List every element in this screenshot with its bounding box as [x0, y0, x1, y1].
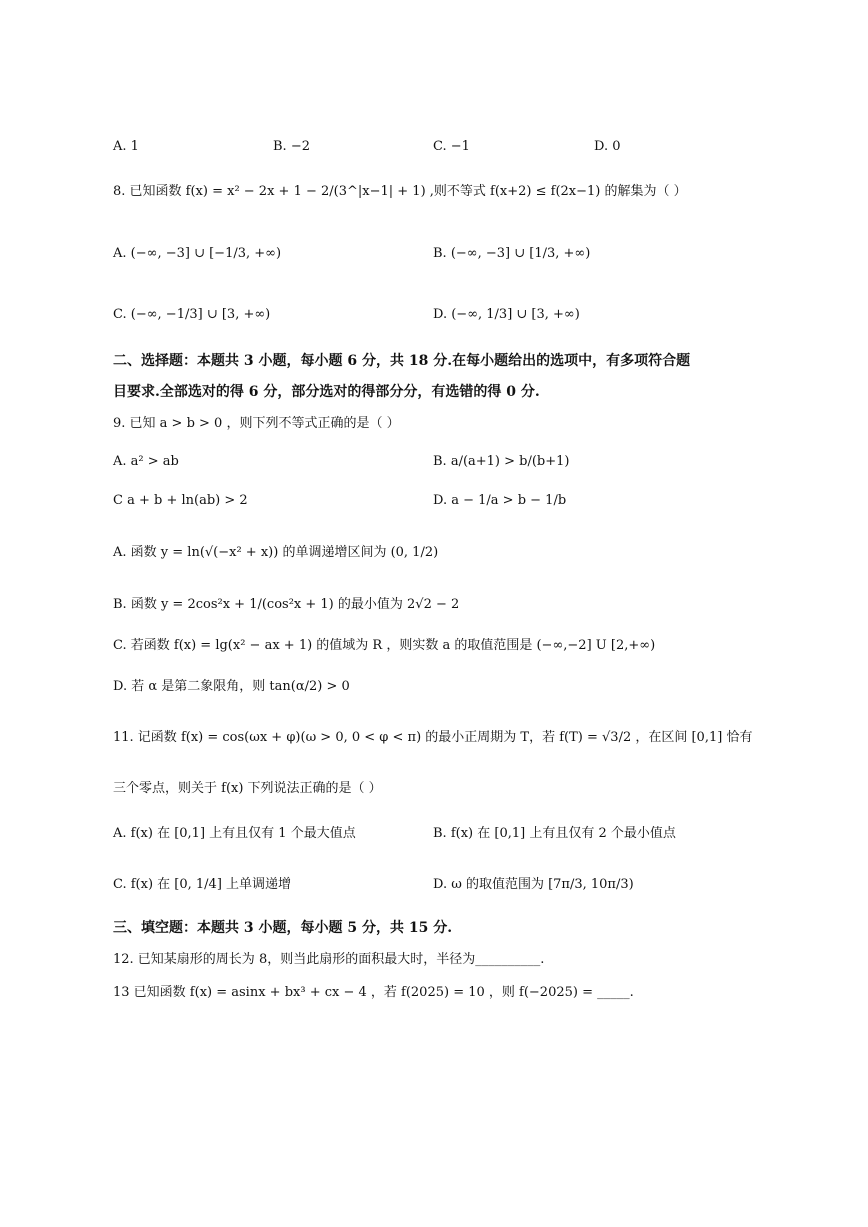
- q11-option-a: A. f(x) 在 [0,1] 上有且仅有 1 个最大值点: [113, 826, 356, 841]
- q8-option-d: D. (−∞, 1/3] ∪ [3, +∞): [433, 307, 580, 322]
- q10-option-d: D. 若 α 是第二象限角，则 tan(α/2) > 0: [113, 679, 350, 694]
- q8-stem: 8. 已知函数 f(x) = x² − 2x + 1 − 2/(3^|x−1| + 1) ,则不等式 f(x+2) ≤ f(2x−1) 的解集为（ ）: [113, 184, 687, 199]
- q11-stem-line1: 11. 记函数 f(x) = cos(ωx + φ)(ω > 0, 0 < φ < π) 的最小正周期为 T，若 f(T) = √3/2 ，在区间 [0,1] 恰有: [113, 730, 753, 745]
- q8-option-c: C. (−∞, −1/3] ∪ [3, +∞): [113, 307, 271, 322]
- q11-option-c: C. f(x) 在 [0, 1/4] 上单调递增: [113, 877, 292, 892]
- q7-option-d: D. 0: [594, 139, 621, 154]
- q9-option-c: C a + b + ln(ab) > 2: [113, 493, 248, 508]
- q13-stem: 13 已知函数 f(x) = asinx + bx³ + cx − 4 ，若 f(2025) = 10 ，则 f(−2025) = _____.: [113, 985, 634, 1000]
- q10-option-b: B. 函数 y = 2cos²x + 1/(cos²x + 1) 的最小值为 2√2 − 2: [113, 597, 460, 612]
- q9-option-d: D. a − 1/a > b − 1/b: [433, 493, 567, 508]
- q10-option-c: C. 若函数 f(x) = lg(x² − ax + 1) 的值域为 R ，则实数 a 的取值范围是 (−∞,−2] U [2,+∞): [113, 638, 656, 653]
- q9-option-b: B. a/(a+1) > b/(b+1): [433, 454, 570, 469]
- section-3-heading: 三、填空题：本题共 3 小题，每小题 5 分，共 15 分.: [113, 920, 453, 936]
- q7-option-c: C. −1: [433, 139, 470, 154]
- q8-option-b: B. (−∞, −3] ∪ [1/3, +∞): [433, 246, 591, 261]
- q11-stem-line2: 三个零点，则关于 f(x) 下列说法正确的是（ ）: [113, 781, 382, 796]
- section-2-heading-line1: 二、选择题：本题共 3 小题，每小题 6 分，共 18 分.在每小题给出的选项中，有多项符合题: [113, 353, 691, 369]
- q9-stem: 9. 已知 a > b > 0 ，则下列不等式正确的是（ ）: [113, 416, 400, 431]
- q9-option-a: A. a² > ab: [113, 454, 179, 469]
- q11-option-d: D. ω 的取值范围为 [7π/3, 10π/3): [433, 877, 634, 892]
- q7-option-a: A. 1: [113, 139, 139, 154]
- q8-option-a: A. (−∞, −3] ∪ [−1/3, +∞): [113, 246, 282, 261]
- q7-option-b: B. −2: [273, 139, 310, 154]
- q12-stem: 12. 已知某扇形的周长为 8，则当此扇形的面积最大时，半径为__________.: [113, 952, 545, 967]
- q11-option-b: B. f(x) 在 [0,1] 上有且仅有 2 个最小值点: [433, 826, 676, 841]
- q10-option-a: A. 函数 y = ln(√(−x² + x)) 的单调递增区间为 (0, 1/2): [113, 545, 439, 560]
- section-2-heading-line2: 目要求.全部选对的得 6 分，部分选对的得部分分，有选错的得 0 分.: [113, 384, 540, 400]
